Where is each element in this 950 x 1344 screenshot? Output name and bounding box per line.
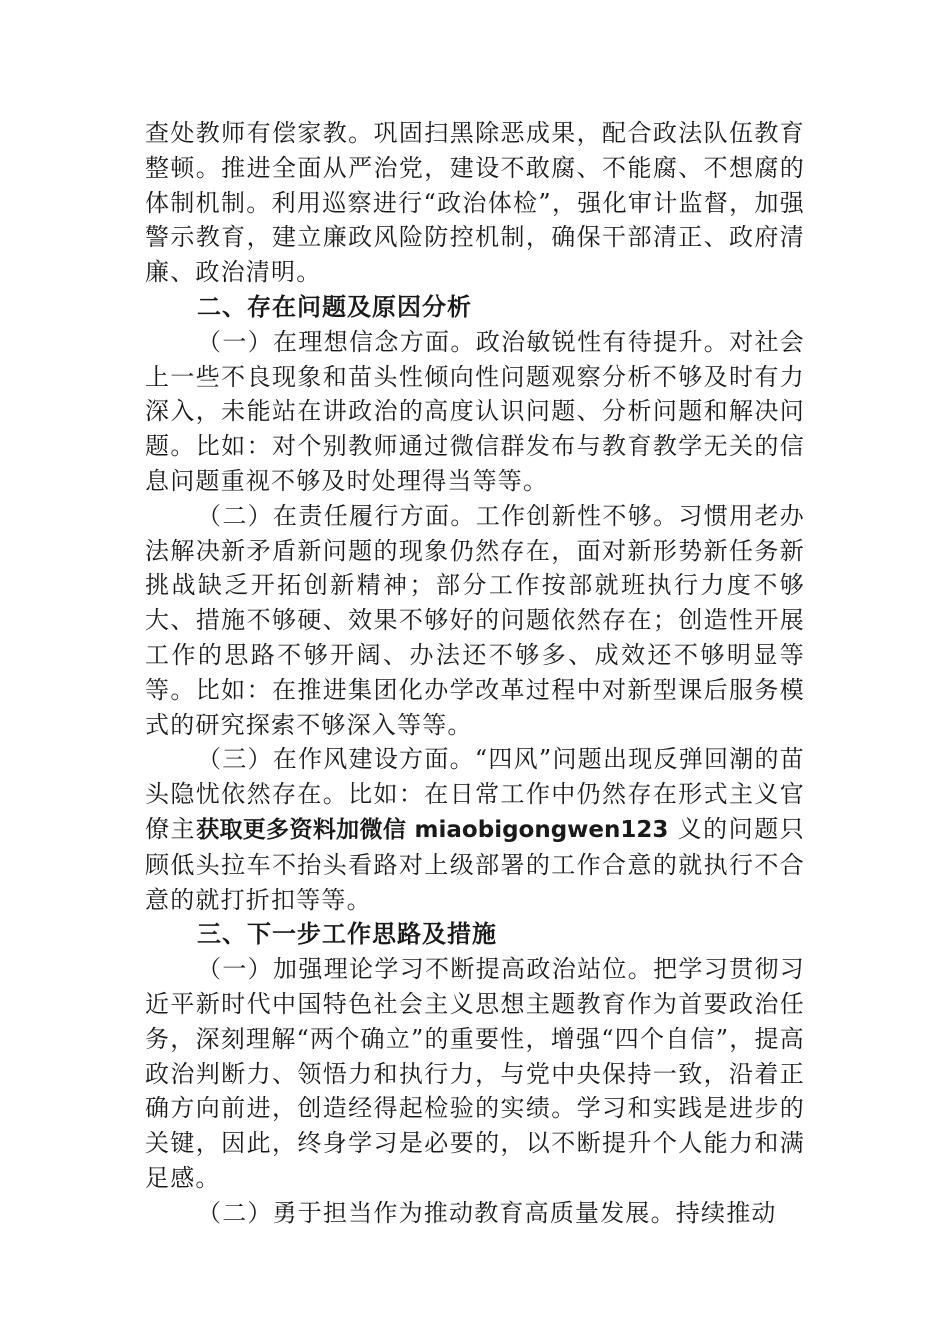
paragraph-3: （二）在责任履行方面。工作创新性不够。习惯用老办法解决新矛盾新问题的现象仍然存在，面对新形势新任务新挑战缺乏开拓创新精神；部分工作按部就班执行力度不够大、措施不够硬、效果不够好的问题依然存在；创造性开展工作的思路不够开阔、办法还不够多、成效还不够明显等等。比如：在推进集团化办学改革过程中对新型课后服务模式的研究探索不够深入等等。 xyxy=(145,501,805,739)
watermark-text: 获取更多资料加微信 miaobigongwen123 xyxy=(196,816,669,843)
paragraph-5: （一）加强理论学习不断提高政治站位。把学习贯彻习近平新时代中国特色社会主义思想主题教育作为首要政治任务，深刻理解“两个确立”的重要性，增强“四个自信”，提高政治判断力、领悟力和执行力，与党中央保持一致，沿着正确方向前进，创造经得起检验的实绩。学习和实践是进步的关键，因此，终身学习是必要的，以不断提升个人能力和满足感。 xyxy=(145,955,805,1192)
paragraph-4-text-a: （三）在作风建设方面。“四风”问题出现反弹回潮的苗头隐忧依然存在。比如：在日常工作中仍然存在形式主义官僚主 xyxy=(145,745,805,843)
paragraph-2: （一）在理想信念方面。政治敏锐性有待提升。对社会上一些不良现象和苗头性倾向性问题观察分析不够及时有力深入，未能站在讲政治的高度认识问题、分析问题和解决问题。比如：对个别教师通过微信群发布与教育教学无关的信息问题重视不够及时处理得当等等。 xyxy=(145,327,805,495)
paragraph-6: （二）勇于担当作为推动教育高质量发展。持续推动 xyxy=(197,1198,777,1227)
paragraph-4 xyxy=(145,742,805,917)
section-heading-3: 三、下一步工作思路及措施 xyxy=(197,920,497,949)
paragraph-1: 查处教师有偿家教。巩固扫黑除恶成果，配合政法队伍教育整顿。推进全面从严治党，建设不敢腐、不能腐、不想腐的体制机制。利用巡察进行“政治体检”，强化审计监督，加强警示教育，建立廉政风险防控机制，确保干部清正、政府清廉、政治清明。 xyxy=(145,119,805,287)
section-heading-2: 二、存在问题及原因分析 xyxy=(197,292,472,321)
paragraph-4-text-b: 义的问题只顾低头拉车不抬头看路对上级部署的工作合意的就执行不合意的就打折扣等等。 xyxy=(145,814,805,914)
document-page xyxy=(145,116,805,1231)
